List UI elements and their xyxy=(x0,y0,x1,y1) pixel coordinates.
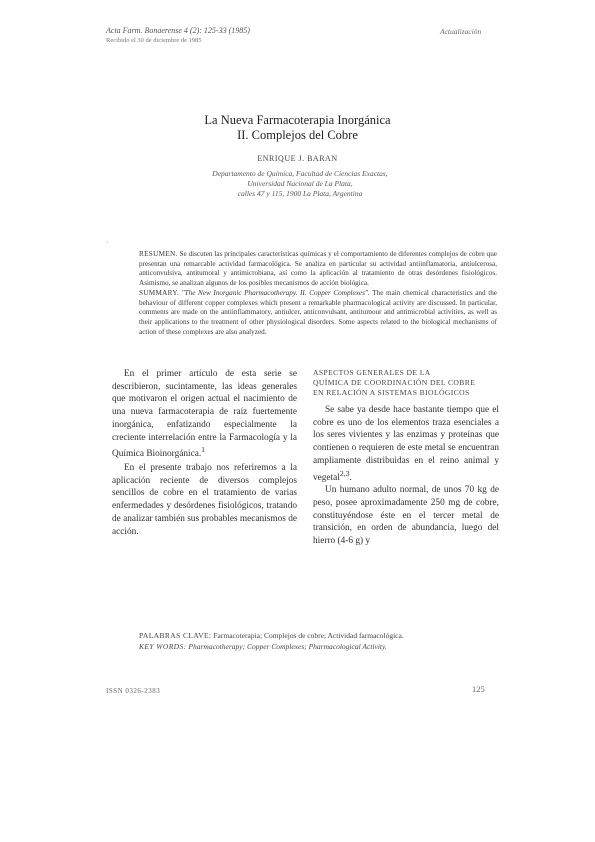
summary-text: The main chemical characteristics and the behaviour of different copper complexes which present a remarkable pharmacological activity are discussed. In particular, comments are made on the antiinflammatory, antiulcer, anticonvulsant, antitumour and antimicrobial activities, as well as their applications to the treatment of other physiological disorders. Some aspects related to the biological mechanisms of action of these complexes are also analyzed. xyxy=(139,288,497,336)
resumen-label: RESUMEN. xyxy=(139,250,178,258)
section-heading-line: EN RELACIÓN A SISTEMAS BIOLÓGICOS xyxy=(313,388,470,397)
section-heading xyxy=(313,368,499,398)
journal-citation: Acta Farm. Bonaerense 4 (2): 125-33 (1985) xyxy=(106,26,250,35)
author-name: ENRIQUE J. BARAN xyxy=(257,154,338,163)
reference-marker: 1 xyxy=(201,445,206,455)
reference-marker: 2,3 xyxy=(339,468,350,478)
keywords-spanish xyxy=(139,631,499,642)
section-label: Actualización xyxy=(440,27,482,36)
running-header xyxy=(106,26,250,46)
keywords-english xyxy=(139,642,499,653)
title-line-2: II. Complejos del Cobre xyxy=(237,128,358,142)
abstract-block xyxy=(139,250,497,337)
affiliation-line-1: Departamento de Química, Facultad de Ciencias Exactas, xyxy=(212,169,388,178)
paragraph: En el presente trabajo nos referiremos a la aplicación reciente de diversos complejos sencillos de cobre en el tratamiento de varias enfermedades y desórdenes fisiológicos, tratando de analizar también sus probables mecanismos de acción. xyxy=(112,463,297,537)
affiliation-line-2: Universidad Nacional de La Plata, xyxy=(247,179,353,188)
summary-title: "The New Inorganic Pharmacotherapy. II. Copper Complexes". xyxy=(181,288,370,297)
keywords-block xyxy=(139,631,499,652)
paragraph-text: Se sabe ya desde hace bastante tiempo que el cobre es uno de los elementos traza esenciales a los seres vivientes y las enzimas y proteínas que contienen o requieren de este metal se encuentran ampliamente distribuidas en el reino animal y vegetal xyxy=(313,405,499,483)
resumen-text: Se discuten las principales características químicas y el comportamiento de diferentes complejos de cobre que presentan una remarcable actividad farmacológica. Se analiza en particular su actividad antiinflamatoria, antiulcerosa, anticonvulsiva, antitumoral y antimicrobiana, así como la aplicación al tratamiento de otras desórdenes fisiológicos. Asimismo, se analizan algunos de los posibles mecanismos de acción biológica. xyxy=(139,250,498,288)
keywords-text: Pharmacotherapy; Copper Complexes; Pharmacological Activity. xyxy=(188,641,387,651)
received-date: Recibido el 30 de diciembre de 1985 xyxy=(106,37,202,44)
section-heading-line: QUÍMICA DE COORDINACIÓN DEL COBRE xyxy=(313,378,476,387)
paragraph: Un humano adulto normal, de unos 70 kg de peso, posee aproximadamente 250 mg de cobre, constituyéndose éste en el tercer metal de transición, en orden de abundancia, luego del hierro (4-6 g) y xyxy=(313,485,499,547)
summary xyxy=(139,289,497,338)
paragraph-text: En el primer artículo de esta serie se describieron, sucintamente, las ideas generales que motivaron el origen actual el nacimiento de una nueva farmacoterapia de raíz fuertemente inorgánica, enfatizando especialmente la creciente interrelación entre la Farmacología y la Química Bioinorgánica. xyxy=(112,369,297,460)
affiliation-line-3: calles 47 y 115, 1900 La Plata, Argentina xyxy=(237,189,363,198)
paragraph xyxy=(112,368,297,461)
article-title xyxy=(100,113,495,143)
body-column-right xyxy=(313,368,499,548)
issn-number: ISSN 0326-2383 xyxy=(106,687,161,695)
keywords-label: KEY WORDS: xyxy=(139,641,187,651)
keywords-text: Farmacoterapia; Complejos de cobre; Actividad farmacológica. xyxy=(213,631,404,640)
body-column-left xyxy=(112,368,297,538)
page-number: 125 xyxy=(472,684,485,694)
keywords-label: PALABRAS CLAVE: xyxy=(139,631,212,640)
author-affiliation xyxy=(150,169,450,199)
title-line-1: La Nueva Farmacoterapia Inorgánica xyxy=(204,113,391,127)
paragraph: Se sabe ya desde hace bastante tiempo que el cobre es uno de los elementos traza esenciales a los seres vivientes y las enzimas y proteínas que contienen o requieren de este metal se encuentran ampliamente distribuidas en el reino animal y vegetal$^{2,3}$. xyxy=(313,405,499,483)
resumen xyxy=(139,250,497,289)
summary-label: SUMMARY. xyxy=(139,288,180,297)
stray-mark: · xyxy=(106,238,109,247)
section-heading-line: ASPECTOS GENERALES DE LA xyxy=(313,368,431,377)
